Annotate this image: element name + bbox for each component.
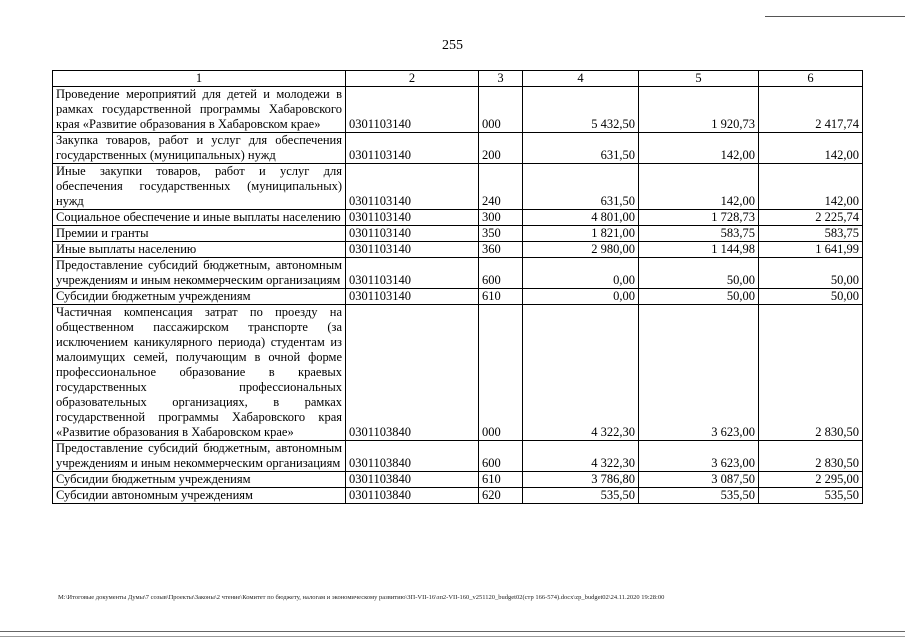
row-amount-col6: 50,00: [759, 258, 863, 289]
row-amount-col6: 2 295,00: [759, 472, 863, 488]
row-amount-col5: 3 087,50: [639, 472, 759, 488]
column-header: 1: [53, 71, 346, 87]
row-amount-col6: 142,00: [759, 164, 863, 210]
row-amount-col4: 4 322,30: [523, 441, 639, 472]
row-amount-col5: 583,75: [639, 226, 759, 242]
table-row: [53, 226, 863, 242]
row-target-code: 0301103140: [346, 164, 479, 210]
row-target-code: 0301103140: [346, 87, 479, 133]
table-row: [53, 133, 863, 164]
page-number: 255: [442, 38, 463, 53]
row-amount-col6: 2 830,50: [759, 441, 863, 472]
row-amount-col4: 4 801,00: [523, 210, 639, 226]
row-amount-col6: 2 417,74: [759, 87, 863, 133]
row-amount-col5: 142,00: [639, 133, 759, 164]
bottom-rule-secondary: [0, 636, 905, 637]
row-amount-col5: 50,00: [639, 258, 759, 289]
row-expense-type: 350: [479, 226, 523, 242]
table-row: [53, 289, 863, 305]
top-rule: [765, 16, 905, 17]
table-row: [53, 258, 863, 289]
table-row: [53, 164, 863, 210]
table-body: [53, 87, 863, 504]
row-expense-type: 620: [479, 488, 523, 504]
row-target-code: 0301103840: [346, 441, 479, 472]
row-amount-col6: 2 225,74: [759, 210, 863, 226]
row-amount-col4: 1 821,00: [523, 226, 639, 242]
row-description: Закупка товаров, работ и услуг для обеспечения государственных (муниципальных) нужд: [53, 133, 346, 164]
row-amount-col4: 3 786,80: [523, 472, 639, 488]
row-amount-col6: 142,00: [759, 133, 863, 164]
table-row: [53, 441, 863, 472]
column-header: 6: [759, 71, 863, 87]
row-target-code: 0301103140: [346, 289, 479, 305]
row-target-code: 0301103140: [346, 258, 479, 289]
row-amount-col4: 631,50: [523, 133, 639, 164]
table-row: [53, 87, 863, 133]
row-description: Иные закупки товаров, работ и услуг для обеспечения государственных (муниципальных) нужд: [53, 164, 346, 210]
row-amount-col5: 3 623,00: [639, 305, 759, 441]
row-amount-col6: 1 641,99: [759, 242, 863, 258]
row-description: Социальное обеспечение и иные выплаты населению: [53, 210, 346, 226]
row-expense-type: 300: [479, 210, 523, 226]
row-target-code: 0301103840: [346, 472, 479, 488]
row-amount-col4: 0,00: [523, 258, 639, 289]
table-row: [53, 488, 863, 504]
column-header: 3: [479, 71, 523, 87]
row-amount-col5: 1 144,98: [639, 242, 759, 258]
row-amount-col5: 142,00: [639, 164, 759, 210]
row-description: Субсидии бюджетным учреждениям: [53, 289, 346, 305]
row-target-code: 0301103140: [346, 133, 479, 164]
row-expense-type: 610: [479, 289, 523, 305]
row-amount-col4: 631,50: [523, 164, 639, 210]
row-amount-col4: 535,50: [523, 488, 639, 504]
row-amount-col6: 2 830,50: [759, 305, 863, 441]
row-expense-type: 610: [479, 472, 523, 488]
row-amount-col5: 1 728,73: [639, 210, 759, 226]
file-path-footer: M:\Итоговые документы Думы\7 созыв\Проекты\Законы\2 чтение\Комитет по бюджету, налогам и экономическому развитию\ЗП-VII-16\зп2-VII-160_v251120_budget02(стр 166-574).docx\zp_budget02\24.11.2020 19:28:00: [58, 594, 665, 601]
bottom-rule: [0, 631, 905, 632]
row-target-code: 0301103840: [346, 488, 479, 504]
row-target-code: 0301103140: [346, 242, 479, 258]
row-target-code: 0301103140: [346, 210, 479, 226]
row-expense-type: 240: [479, 164, 523, 210]
row-amount-col4: 2 980,00: [523, 242, 639, 258]
row-expense-type: 600: [479, 258, 523, 289]
row-amount-col6: 583,75: [759, 226, 863, 242]
row-expense-type: 000: [479, 87, 523, 133]
row-target-code: 0301103140: [346, 226, 479, 242]
table-row: [53, 242, 863, 258]
row-description: Проведение мероприятий для детей и молодежи в рамках государственной программы Хабаровского края «Развитие образования в Хабаровском крае»: [53, 87, 346, 133]
row-amount-col5: 50,00: [639, 289, 759, 305]
column-header: 2: [346, 71, 479, 87]
budget-table: [52, 70, 863, 504]
row-expense-type: 000: [479, 305, 523, 441]
row-description: Частичная компенсация затрат по проезду на общественном пассажирском транспорте (за исключением каникулярного периода) студентам из малоимущих семей, получающим в очной форме профессиональное образование в краевых государственных профессиональных образовательных организациях, в рамках государственной программы Хабаровского края «Развитие образования в Хабаровском крае»: [53, 305, 346, 441]
table-row: [53, 472, 863, 488]
column-header: 5: [639, 71, 759, 87]
row-amount-col4: 5 432,50: [523, 87, 639, 133]
row-description: Субсидии бюджетным учреждениям: [53, 472, 346, 488]
row-expense-type: 200: [479, 133, 523, 164]
row-amount-col6: 535,50: [759, 488, 863, 504]
column-header: 4: [523, 71, 639, 87]
row-description: Премии и гранты: [53, 226, 346, 242]
row-amount-col4: 4 322,30: [523, 305, 639, 441]
table-row: [53, 210, 863, 226]
row-description: Иные выплаты населению: [53, 242, 346, 258]
row-amount-col5: 1 920,73: [639, 87, 759, 133]
row-amount-col6: 50,00: [759, 289, 863, 305]
table-row: [53, 305, 863, 441]
row-amount-col5: 535,50: [639, 488, 759, 504]
row-amount-col4: 0,00: [523, 289, 639, 305]
row-description: Предоставление субсидий бюджетным, автономным учреждениям и иным некоммерческим организациям: [53, 441, 346, 472]
row-description: Субсидии автономным учреждениям: [53, 488, 346, 504]
row-expense-type: 600: [479, 441, 523, 472]
row-expense-type: 360: [479, 242, 523, 258]
row-description: Предоставление субсидий бюджетным, автономным учреждениям и иным некоммерческим организациям: [53, 258, 346, 289]
row-amount-col5: 3 623,00: [639, 441, 759, 472]
row-target-code: 0301103840: [346, 305, 479, 441]
header-row: [53, 71, 863, 87]
